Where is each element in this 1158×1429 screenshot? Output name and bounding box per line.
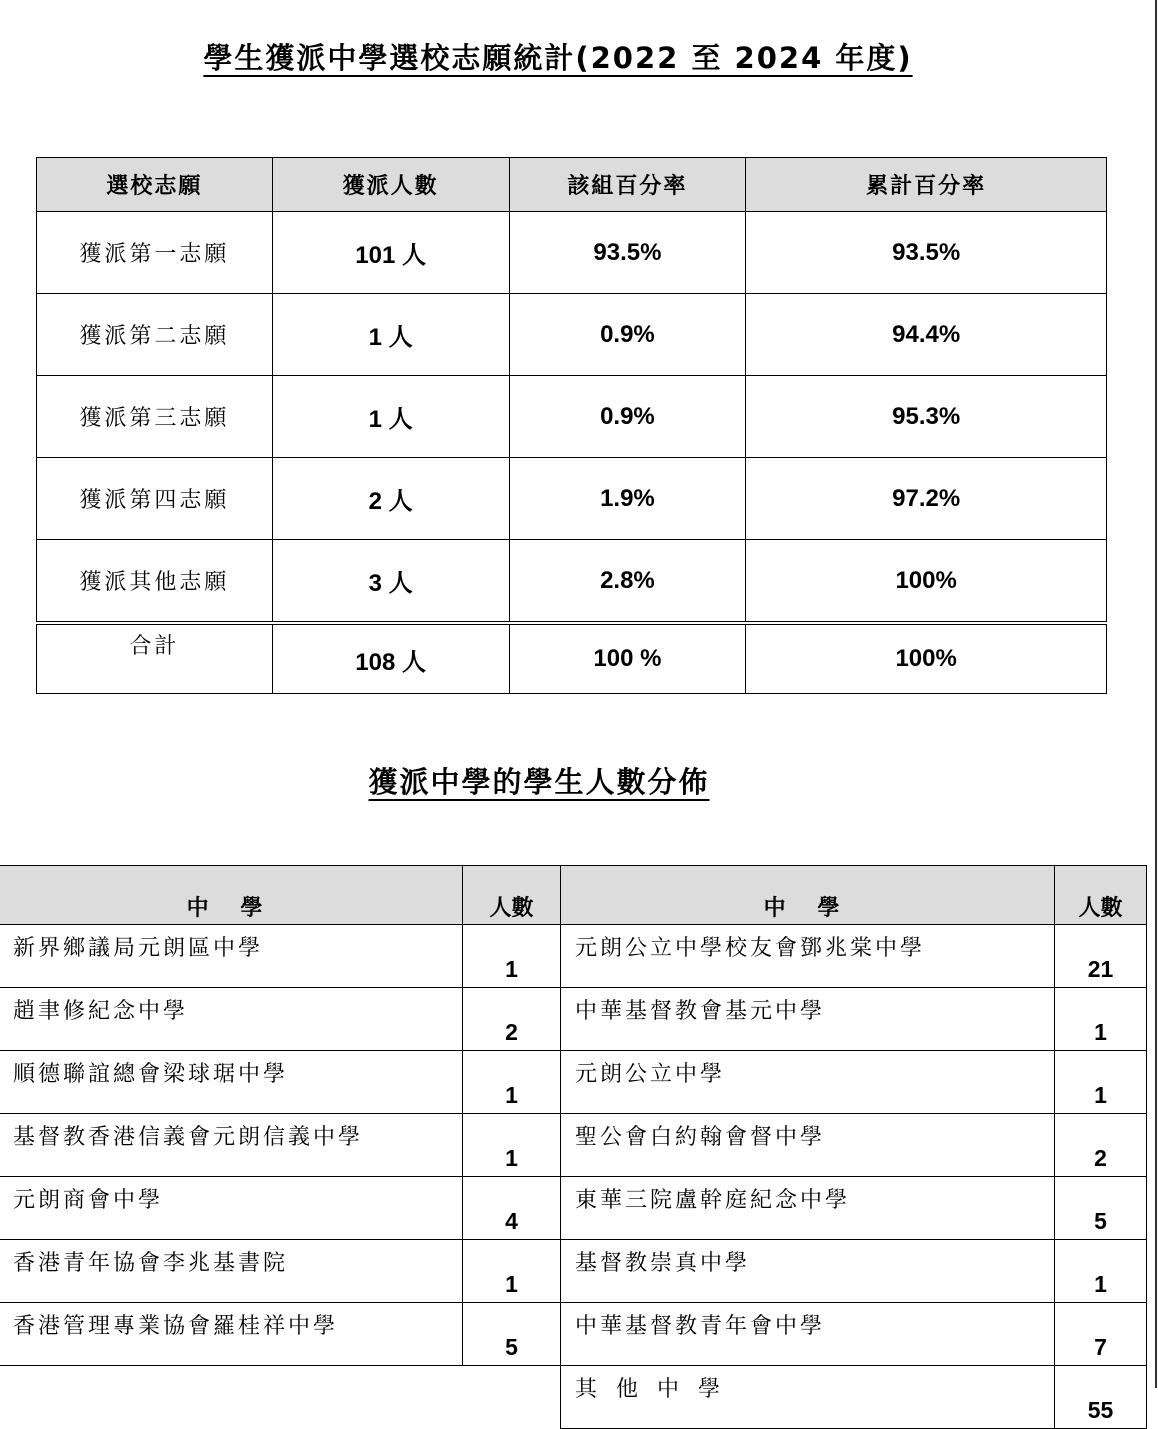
header-group-percent: 該組百分率 <box>509 158 746 212</box>
student-count: 4 <box>463 1177 561 1240</box>
student-count: 5 <box>1055 1177 1147 1240</box>
choice-label: 獲派第二志願 <box>37 294 273 376</box>
table-row <box>0 925 1147 988</box>
page-right-border <box>1155 0 1157 1388</box>
student-count: 2 <box>463 988 561 1051</box>
school-name: 趙聿修紀念中學 <box>0 988 463 1051</box>
table-row <box>0 1114 1147 1177</box>
student-count: 5 <box>463 1303 561 1366</box>
student-count: 1 <box>463 1240 561 1303</box>
student-count: 1 <box>1055 1240 1147 1303</box>
table-row <box>0 1303 1147 1366</box>
student-count: 1 <box>463 1114 561 1177</box>
header-school-left: 中 學 <box>0 866 463 925</box>
header-count: 獲派人數 <box>272 158 509 212</box>
table-row <box>37 458 1107 540</box>
student-count: 1 <box>463 925 561 988</box>
choice-cumulative: 100% <box>746 540 1107 624</box>
other-schools-label: 其 他 中 學 <box>561 1366 1055 1429</box>
choice-cumulative: 93.5% <box>746 212 1107 294</box>
student-count: 2 <box>1055 1114 1147 1177</box>
table-row <box>0 988 1147 1051</box>
distribution-title: 獲派中學的學生人數分佈 <box>368 765 710 799</box>
choice-statistics-title: 學生獲派中學選校志願統計(2022 至 2024 年度) <box>203 41 913 75</box>
header-count-left: 人數 <box>463 866 561 925</box>
table-row <box>37 212 1107 294</box>
total-count: 108 人 <box>272 623 509 694</box>
school-name: 中華基督教會基元中學 <box>561 988 1055 1051</box>
choice-cumulative: 95.3% <box>746 376 1107 458</box>
choice-count: 1 人 <box>272 294 509 376</box>
student-count: 1 <box>463 1051 561 1114</box>
school-name: 新界鄉議局元朗區中學 <box>0 925 463 988</box>
total-cumulative: 100% <box>746 623 1107 694</box>
table-row <box>37 294 1107 376</box>
school-name: 元朗公立中學 <box>561 1051 1055 1114</box>
table-row-other <box>0 1366 1147 1429</box>
choice-percent: 2.8% <box>509 540 746 624</box>
total-percent: 100 % <box>509 623 746 694</box>
choice-label: 獲派第三志願 <box>37 376 273 458</box>
choice-statistics-table <box>36 157 1107 694</box>
choice-cumulative: 97.2% <box>746 458 1107 540</box>
choice-label: 獲派第四志願 <box>37 458 273 540</box>
table-row <box>0 1051 1147 1114</box>
choice-label: 獲派第一志願 <box>37 212 273 294</box>
table-row <box>0 1177 1147 1240</box>
choice-cumulative: 94.4% <box>746 294 1107 376</box>
choice-label: 獲派其他志願 <box>37 540 273 624</box>
header-cumulative-percent: 累計百分率 <box>746 158 1107 212</box>
choice-count: 2 人 <box>272 458 509 540</box>
table-header-row <box>0 866 1147 925</box>
student-count: 1 <box>1055 988 1147 1051</box>
student-count: 7 <box>1055 1303 1147 1366</box>
school-name: 元朗商會中學 <box>0 1177 463 1240</box>
school-name: 元朗公立中學校友會鄧兆棠中學 <box>561 925 1055 988</box>
table-row <box>37 376 1107 458</box>
school-name: 基督教香港信義會元朗信義中學 <box>0 1114 463 1177</box>
other-schools-count: 55 <box>1055 1366 1147 1429</box>
total-row <box>37 623 1107 694</box>
choice-count: 3 人 <box>272 540 509 624</box>
header-count-right: 人數 <box>1055 866 1147 925</box>
total-label: 合計 <box>37 623 273 694</box>
school-name: 基督教崇真中學 <box>561 1240 1055 1303</box>
choice-percent: 93.5% <box>509 212 746 294</box>
school-name: 聖公會白約翰會督中學 <box>561 1114 1055 1177</box>
choice-count: 1 人 <box>272 376 509 458</box>
header-choice: 選校志願 <box>37 158 273 212</box>
choice-count: 101 人 <box>272 212 509 294</box>
choice-percent: 1.9% <box>509 458 746 540</box>
school-name: 香港管理專業協會羅桂祥中學 <box>0 1303 463 1366</box>
header-school-right: 中 學 <box>561 866 1055 925</box>
school-name: 順德聯誼總會梁球琚中學 <box>0 1051 463 1114</box>
choice-percent: 0.9% <box>509 376 746 458</box>
school-name: 東華三院盧幹庭紀念中學 <box>561 1177 1055 1240</box>
empty-cell <box>463 1366 561 1429</box>
empty-cell <box>0 1366 463 1429</box>
school-name: 香港青年協會李兆基書院 <box>0 1240 463 1303</box>
choice-percent: 0.9% <box>509 294 746 376</box>
table-row <box>0 1240 1147 1303</box>
student-count: 1 <box>1055 1051 1147 1114</box>
school-name: 中華基督教青年會中學 <box>561 1303 1055 1366</box>
student-count: 21 <box>1055 925 1147 988</box>
table-row <box>37 540 1107 624</box>
school-distribution-table <box>0 865 1147 1429</box>
table-header-row <box>37 158 1107 212</box>
